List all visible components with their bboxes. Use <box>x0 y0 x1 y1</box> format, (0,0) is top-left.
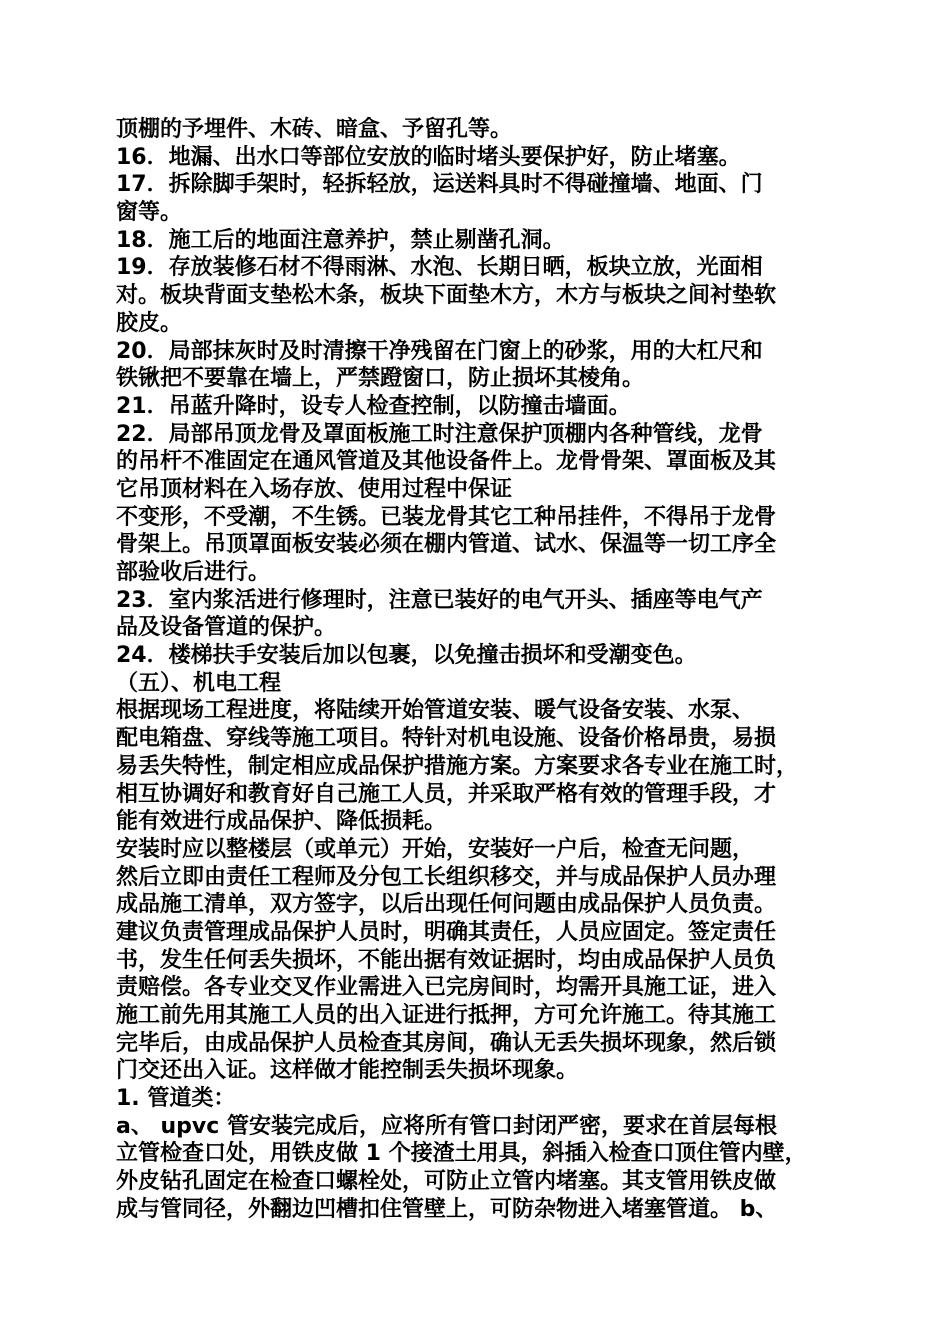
text-line: 它吊顶材料在入场存放、使用过程中保证 <box>116 476 513 502</box>
text-line: 成与管同径，外翻边凹槽扣住管壁上，可防杂物进入堵塞管道。 b、 <box>116 1196 778 1222</box>
text-line: 16．地漏、出水口等部位安放的临时堵头要保护好，防止堵塞。 <box>116 144 741 170</box>
text-line: 立管检查口处，用铁皮做 1 个接渣土用具，斜插入检查口顶住管内壁， <box>116 1141 807 1167</box>
text-line: 23．室内浆活进行修理时，注意已装好的电气开头、插座等电气产 <box>116 587 763 613</box>
text-line: 易丢失特性，制定相应成品保护措施方案。方案要求各专业在施工时， <box>116 753 799 779</box>
text-line: 建议负责管理成品保护人员时，明确其责任，人员应固定。签定责任 <box>116 919 777 945</box>
text-line: 的吊杆不准固定在通风管道及其他设备件上。龙骨骨架、罩面板及其 <box>116 449 777 475</box>
text-line: 21．吊蓝升降时，设专人检查控制，以防撞击墙面。 <box>116 393 631 419</box>
text-line: 铁锹把不要靠在墙上，严禁蹬窗口，防止损坏其棱角。 <box>116 366 645 392</box>
text-line: 书，发生任何丢失损坏，不能出据有效证据时，均由成品保护人员负 <box>116 947 777 973</box>
section-heading: （五）、机电工程 <box>116 670 282 696</box>
text-line: 24．楼梯扶手安装后加以包裹，以免撞击损坏和受潮变色。 <box>116 643 697 669</box>
text-line: 骨架上。吊顶罩面板安装必须在棚内管道、试水、保温等一切工序全 <box>116 532 777 558</box>
text-line: 22．局部吊顶龙骨及罩面板施工时注意保护顶棚内各种管线，龙骨 <box>116 421 763 447</box>
text-line: 部验收后进行。 <box>116 560 271 585</box>
text-line: 施工前先用其施工人员的出入证进行抵押，方可允许施工。待其施工 <box>116 1003 777 1028</box>
text-line: 能有效进行成品保护、降低损耗。 <box>116 809 447 835</box>
text-line: 根据现场工程进度，将陆续开始管道安装、暖气设备安装、水泵、 <box>116 698 755 724</box>
text-line: 配电箱盘、穿线等施工项目。特针对机电设施、设备价格昂贵，易损 <box>116 726 777 752</box>
text-line: 顶棚的予埋件、木砖、暗盒、予留孔等。 <box>116 117 513 142</box>
text-line: 完毕后，由成品保护人员检查其房间，确认无丢失损坏现象，然后锁 <box>116 1030 777 1056</box>
text-line: 安装时应以整楼层（或单元）开始，安装好一户后，检查无问题， <box>116 836 755 862</box>
text-line: 胶皮。 <box>116 310 183 336</box>
text-line: 门交还出入证。这样做才能控制丢失损坏现象。 <box>116 1058 579 1084</box>
text-line: 不变形，不受潮，不生锈。已装龙骨其它工种吊挂件，不得吊于龙骨 <box>116 504 777 530</box>
text-line: a、 upvc 管安装完成后，应将所有管口封闭严密，要求在首层每根 <box>116 1113 777 1139</box>
document-page <box>116 116 846 1224</box>
text-line: 19．存放装修石材不得雨淋、水泡、长期日晒，板块立放，光面相 <box>116 255 763 281</box>
text-line: 17．拆除脚手架时，轻拆轻放，运送料具时不得碰撞墙、地面、门 <box>116 172 763 198</box>
text-line: 20．局部抹灰时及时清擦干净残留在门窗上的砂浆，用的大杠尺和 <box>116 338 763 364</box>
text-line: 相互协调好和教育好自己施工人员，并采取严格有效的管理手段，才 <box>116 781 777 807</box>
text-line: 对。板块背面支垫松木条，板块下面垫木方，木方与板块之间衬垫软 <box>116 283 777 309</box>
text-line: 成品施工清单，双方签字，以后出现任何问题由成品保护人员负责。 <box>116 892 777 918</box>
subsection-heading: 1. 管道类： <box>116 1086 236 1112</box>
text-line: 外皮钻孔固定在检查口螺栓处，可防止立管内堵塞。其支管用铁皮做 <box>116 1169 777 1195</box>
text-line: 责赔偿。各专业交叉作业需进入已完房间时，均需开具施工证，进入 <box>116 975 777 1001</box>
text-line: 品及设备管道的保护。 <box>116 615 337 641</box>
text-line: 窗等。 <box>116 200 183 226</box>
text-line: 然后立即由责任工程师及分包工长组织移交，并与成品保护人员办理 <box>116 864 777 890</box>
text-line: 18．施工后的地面注意养护，禁止剔凿孔洞。 <box>116 227 565 253</box>
